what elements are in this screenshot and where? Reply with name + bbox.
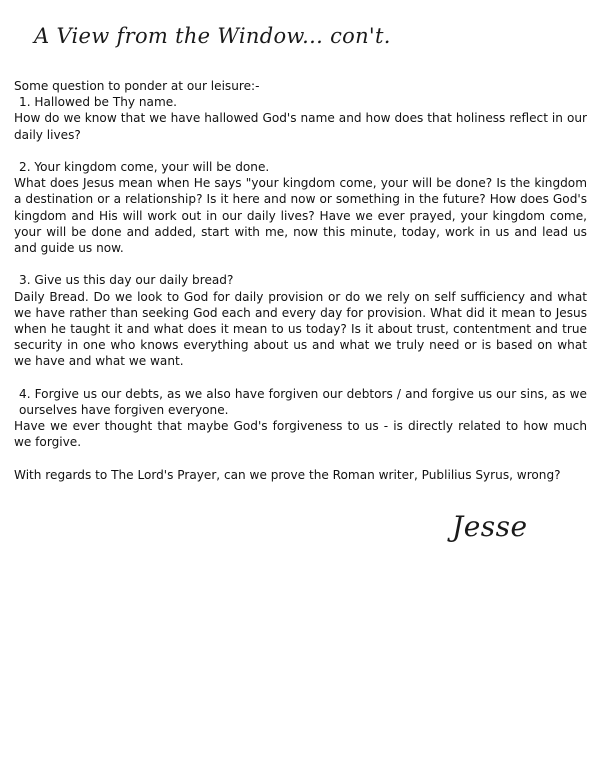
spacer	[14, 256, 587, 272]
item-1-heading: 1. Hallowed be Thy name.	[19, 95, 178, 110]
item-4-heading: 4. Forgive us our debts, as we also have forgiven our debtors / and forgive us our sins, as we ourselves have forgiven everyone.	[19, 386, 587, 418]
item-4-body: Have we ever thought that maybe God's forgiveness to us - is directly related to how much we forgive.	[14, 419, 587, 450]
item-2-body: What does Jesus mean when He says "your kingdom come, your will be done? Is the kingdom a destination or a relationship? Is it here and now or something in the future? How does God's kingdom and His will work out in our daily lives? Have we ever prayed, your kingdom come, your will be done and added, start with me, now this minute, today, work in us and lead us and guide us now.	[14, 176, 587, 256]
spacer	[14, 370, 587, 386]
spacer	[14, 451, 587, 467]
signature: Jesse	[452, 510, 528, 543]
item-3-body: Daily Bread. Do we look to God for daily provision or do we rely on self sufficiency and what we have rather than seeking God each and every day for provision. What did it mean to Jesus when he taught it and what does it mean to us today? Is it about trust, contentment and true security in one who knows everything about us and what we truly need or is based on what we have and what we want.	[14, 289, 587, 369]
spacer	[14, 143, 587, 159]
item-3-heading: 3. Give us this day our daily bread?	[19, 273, 234, 288]
item-1-body: How do we know that we have hallowed God's name and how does that holiness reflect in our daily lives?	[14, 111, 587, 142]
item-2-heading: 2. Your kingdom come, your will be done.	[19, 160, 270, 174]
page-title: A View from the Window... con't.	[34, 24, 391, 48]
closing-question: With regards to The Lord's Prayer, can we prove the Roman writer, Publilius Syrus, wrong?	[14, 467, 561, 482]
document-body	[14, 78, 587, 483]
intro-text: Some question to ponder at our leisure:-	[14, 79, 260, 93]
